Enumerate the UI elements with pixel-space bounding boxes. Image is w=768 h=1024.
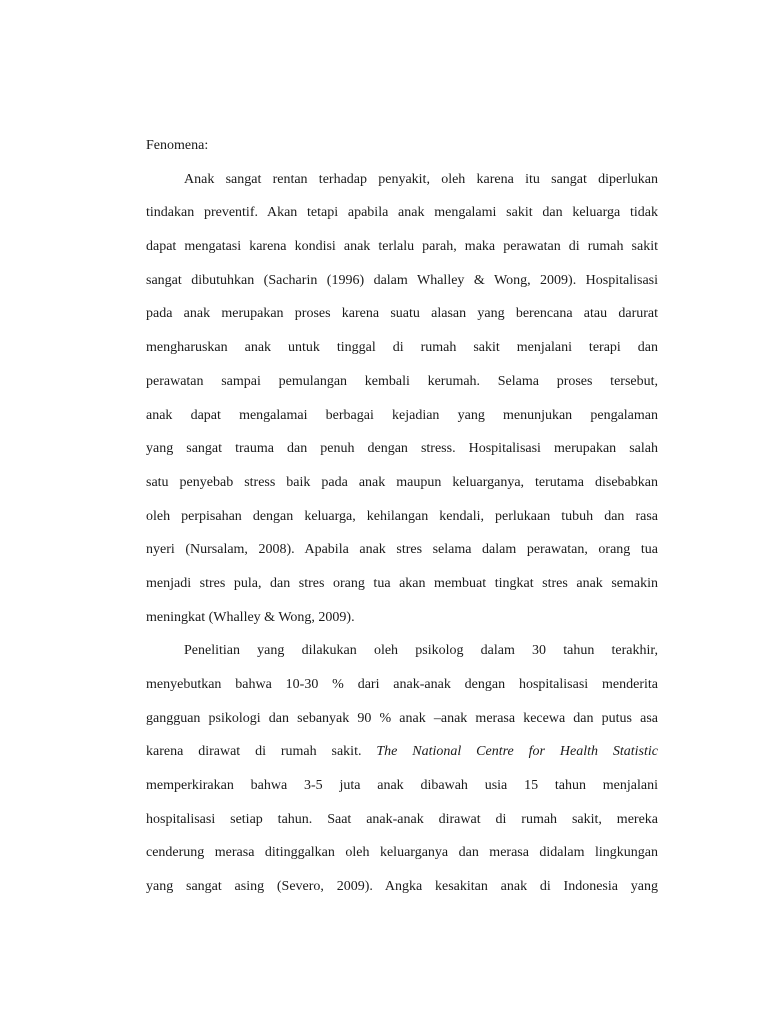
paragraph-line: Penelitian yang dilakukan oleh psikolog dalam 30 tahun terakhir, <box>184 643 658 659</box>
paragraph-line: gangguan psikologi dan sebanyak 90 % anak –anak merasa kecewa dan putus asa <box>146 710 658 726</box>
paragraph-line: tindakan preventif. Akan tetapi apabila anak mengalami sakit dan keluarga tidak <box>146 205 658 221</box>
paragraph-line: Anak sangat rentan terhadap penyakit, oleh karena itu sangat diperlukan <box>184 171 658 187</box>
paragraph-line: menyebutkan bahwa 10-30 % dari anak-anak dengan hospitalisasi menderita <box>146 677 658 692</box>
document-body <box>146 136 658 911</box>
paragraph-line-with-italic <box>146 742 658 776</box>
paragraph-line: hospitalisasi setiap tahun. Saat anak-anak dirawat di rumah sakit, mereka <box>146 811 658 827</box>
paragraph-line: nyeri (Nursalam, 2008). Apabila anak stres selama dalam perawatan, orang tua <box>146 542 658 558</box>
paragraph-2 <box>146 641 658 911</box>
italic-organization-name: The National Centre for Health Statistic <box>376 744 658 760</box>
paragraph-1 <box>146 170 658 642</box>
paragraph-line: perawatan sampai pemulangan kembali kerumah. Selama proses tersebut, <box>146 373 658 389</box>
paragraph-line: sangat dibutuhkan (Sacharin (1996) dalam Whalley & Wong, 2009). Hospitalisasi <box>146 272 658 288</box>
paragraph-line: yang sangat asing (Severo, 2009). Angka kesakitan anak di Indonesia yang <box>146 879 658 895</box>
paragraph-line: satu penyebab stress baik pada anak maupun keluarganya, terutama disebabkan <box>146 474 658 490</box>
paragraph-line: menjadi stres pula, dan stres orang tua akan membuat tingkat stres anak semakin <box>146 575 658 591</box>
paragraph-line: memperkirakan bahwa 3-5 juta anak dibawah usia 15 tahun menjalani <box>146 778 658 794</box>
section-heading: Fenomena: <box>146 138 209 153</box>
paragraph-text: karena dirawat di rumah sakit. <box>146 744 377 760</box>
paragraph-line: mengharuskan anak untuk tinggal di rumah sakit menjalani terapi dan <box>146 340 658 356</box>
paragraph-line: meningkat (Whalley & Wong, 2009). <box>146 609 355 625</box>
paragraph-line: oleh perpisahan dengan keluarga, kehilangan kendali, perlukaan tubuh dan rasa <box>146 508 658 524</box>
paragraph-line: yang sangat trauma dan penuh dengan stress. Hospitalisasi merupakan salah <box>146 441 658 457</box>
paragraph-line: anak dapat mengalamai berbagai kejadian yang menunjukan pengalaman <box>146 407 658 423</box>
paragraph-line: cenderung merasa ditinggalkan oleh keluarganya dan merasa didalam lingkungan <box>146 845 658 861</box>
paragraph-line: dapat mengatasi karena kondisi anak terlalu parah, maka perawatan di rumah sakit <box>146 239 658 255</box>
paragraph-line: pada anak merupakan proses karena suatu alasan yang berencana atau darurat <box>146 306 658 322</box>
